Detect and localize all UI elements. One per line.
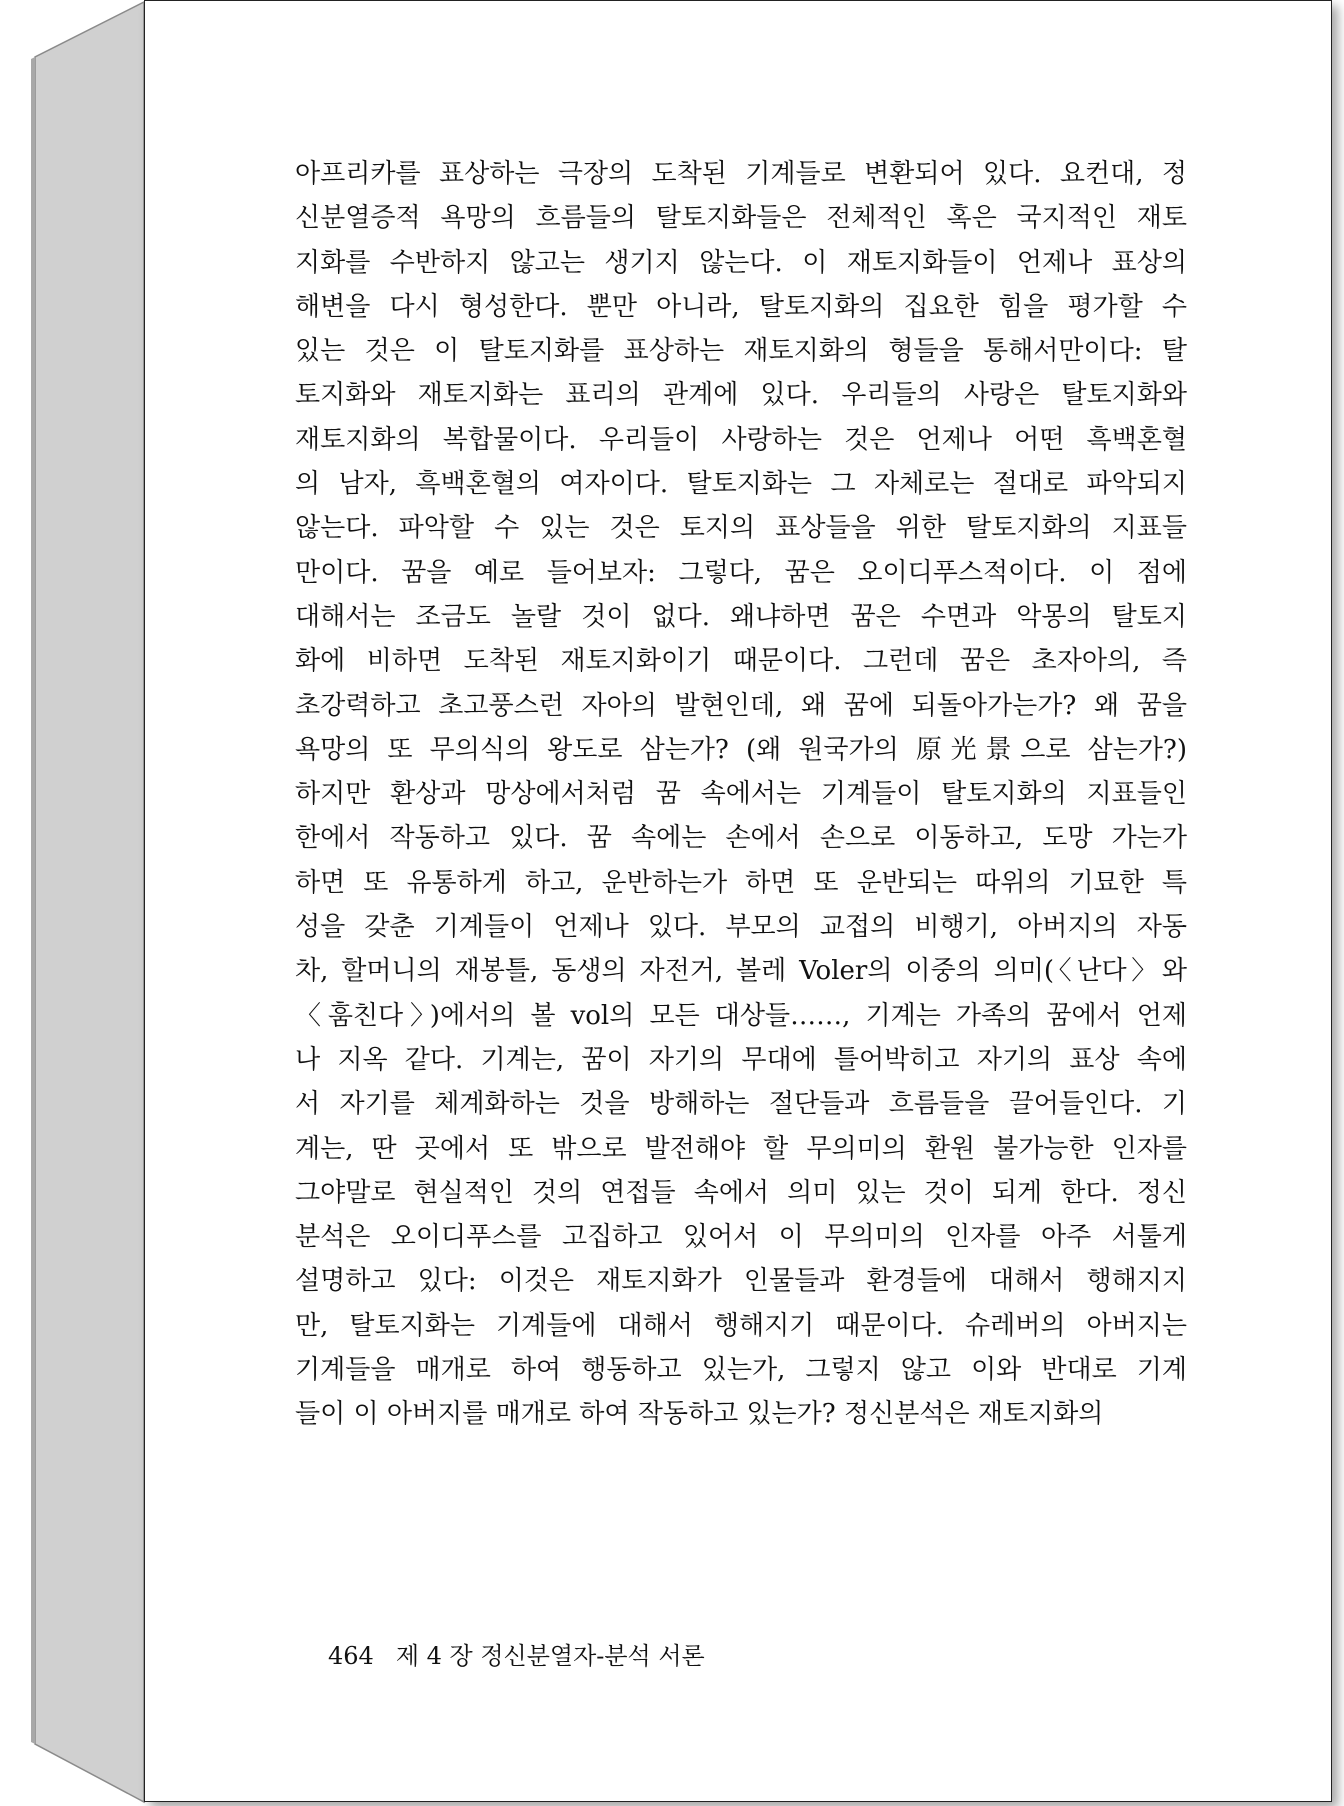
text-line: 나 지옥 같다. 기계는, 꿈이 자기의 무대에 틀어박히고 자기의 표상 속에 bbox=[295, 1044, 1187, 1075]
text-line: 성을 갖춘 기계들이 언제나 있다. 부모의 교접의 비행기, 아버지의 자동 bbox=[295, 912, 1187, 943]
text-line: 토지화와 재토지화는 표리의 관계에 있다. 우리들의 사랑은 탈토지화와 bbox=[295, 380, 1187, 411]
text-line: 만, 탈토지화는 기계들에 대해서 행해지기 때문이다. 슈레버의 아버지는 bbox=[295, 1310, 1187, 1341]
text-line: 하지만 환상과 망상에서처럼 꿈 속에서는 기계들이 탈토지화의 지표들인 bbox=[295, 779, 1187, 810]
spine-edge bbox=[31, 57, 35, 1744]
chapter-title: 제 4 장 정신분열자-분석 서론 bbox=[395, 1642, 705, 1670]
page-number: 464 bbox=[328, 1642, 374, 1670]
text-line: 의 남자, 흑백혼혈의 여자이다. 탈토지화는 그 자체로는 절대로 파악되지 bbox=[295, 469, 1187, 500]
text-line: 있는 것은 이 탈토지화를 표상하는 재토지화의 형들을 통해서만이다: 탈 bbox=[295, 336, 1187, 367]
text-line: 만이다. 꿈을 예로 들어보자: 그렇다, 꿈은 오이디푸스적이다. 이 점에 bbox=[295, 557, 1187, 588]
text-line: 들이 이 아버지를 매개로 하여 작동하고 있는가? 정신분석은 재토지화의 bbox=[295, 1399, 1104, 1430]
text-line: 않는다. 파악할 수 있는 것은 토지의 표상들을 위한 탈토지화의 지표들 bbox=[295, 513, 1187, 544]
text-line: 〈훔친다〉)에서의 볼 vol의 모든 대상들……, 기계는 가족의 꿈에서 언제 bbox=[295, 1000, 1187, 1031]
spine-face bbox=[35, 2, 144, 1802]
text-line: 신분열증적 욕망의 흐름들의 탈토지화들은 전체적인 혹은 국지적인 재토 bbox=[295, 203, 1187, 234]
text-line: 설명하고 있다: 이것은 재토지화가 인물들과 환경들에 대해서 행해지지 bbox=[295, 1266, 1187, 1297]
text-line: 해변을 다시 형성한다. 뿐만 아니라, 탈토지화의 집요한 힘을 평가할 수 bbox=[295, 291, 1187, 322]
text-line: 대해서는 조금도 놀랄 것이 없다. 왜냐하면 꿈은 수면과 악몽의 탈토지 bbox=[295, 601, 1187, 632]
text-line: 화에 비하면 도착된 재토지화이기 때문이다. 그런데 꿈은 초자아의, 즉 bbox=[295, 646, 1187, 677]
text-line: 기계들을 매개로 하여 행동하고 있는가, 그렇지 않고 이와 반대로 기계 bbox=[295, 1355, 1187, 1386]
text-line: 욕망의 또 무의식의 왕도로 삼는가? (왜 원국가의 原光景으로 삼는가?) bbox=[295, 734, 1187, 765]
text-line: 차, 할머니의 재봉틀, 동생의 자전거, 볼레 Voler의 이중의 의미(〈난다〉와 bbox=[295, 956, 1187, 987]
text-line: 재토지화의 복합물이다. 우리들이 사랑하는 것은 언제나 어떤 흑백혼혈 bbox=[295, 424, 1187, 455]
text-line: 계는, 딴 곳에서 또 밖으로 발전해야 할 무의미의 환원 불가능한 인자를 bbox=[295, 1133, 1187, 1164]
body-text bbox=[295, 152, 1187, 1437]
text-line: 초강력하고 초고풍스런 자아의 발현인데, 왜 꿈에 되돌아가는가? 왜 꿈을 bbox=[295, 690, 1187, 721]
text-line: 서 자기를 체계화하는 것을 방해하는 절단들과 흐름들을 끌어들인다. 기 bbox=[295, 1089, 1187, 1120]
text-line: 한에서 작동하고 있다. 꿈 속에는 손에서 손으로 이동하고, 도망 가는가 bbox=[295, 823, 1187, 854]
text-line: 지화를 수반하지 않고는 생기지 않는다. 이 재토지화들이 언제나 표상의 bbox=[295, 247, 1187, 278]
text-line: 하면 또 유통하게 하고, 운반하는가 하면 또 운반되는 따위의 기묘한 특 bbox=[295, 867, 1187, 898]
text-line: 그야말로 현실적인 것의 연접들 속에서 의미 있는 것이 되게 한다. 정신 bbox=[295, 1177, 1187, 1208]
text-line: 아프리카를 표상하는 극장의 도착된 기계들로 변환되어 있다. 요컨대, 정 bbox=[295, 159, 1187, 189]
book-page bbox=[144, 0, 1332, 1802]
text-line: 분석은 오이디푸스를 고집하고 있어서 이 무의미의 인자를 아주 서툴게 bbox=[295, 1222, 1187, 1253]
page-footer bbox=[328, 1636, 705, 1671]
